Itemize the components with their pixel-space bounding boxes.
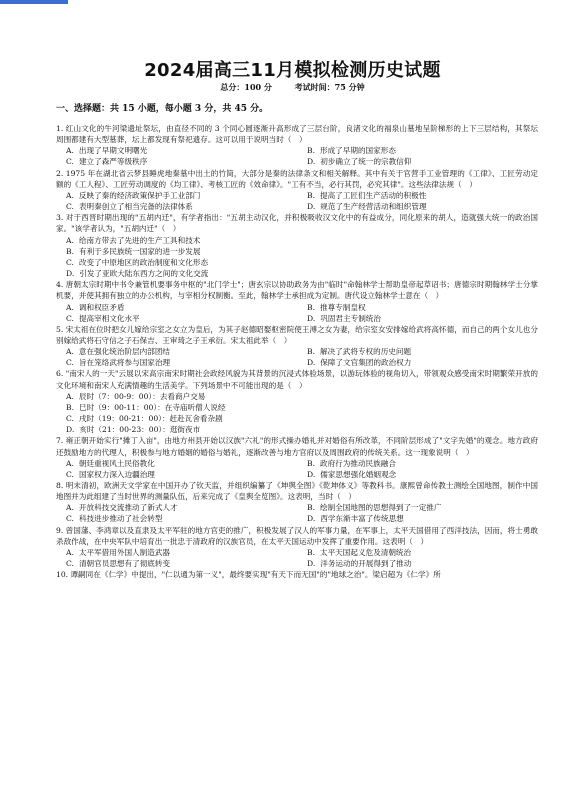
option-letter: C. (66, 157, 74, 167)
option (66, 246, 538, 257)
question-stem: 5. 宋太祖在位时把女儿嫁给宗室之女立为皇后，为其子赵德昭娶枢密院使王溥之女为妻，给宗室女安排嫁给武将高怀德，而自己的两个女儿也分别嫁给武将石守信之子石保吉、王审琦之子王承衍。宋太祖此举（ ） (56, 324, 538, 345)
question-stem: 3. 对于西晋时期出现的"五胡内迁"，有学者指出："五胡主动汉化，并积极吸收汉文化中的有益成分，同化原来的胡人，造就强大统一的政治国家。"该学者认为，"五胡内迁"（ ） (56, 213, 538, 234)
option (66, 302, 297, 313)
option-text: 洋务运动的开展得到了推动 (320, 559, 412, 569)
option (66, 547, 297, 558)
option-letter: B. (307, 503, 315, 513)
option-letter: B. (307, 547, 315, 557)
option-text: 辰时（7：00-9：00）：去看商户交易 (78, 391, 206, 401)
option (66, 257, 538, 268)
option-letter: C. (66, 358, 74, 368)
option-text: 初步确立了统一的宗教信仰 (320, 157, 412, 167)
option-letter: C. (66, 559, 74, 569)
option-text: 规范了生产经营活动和组织管理 (320, 202, 427, 212)
exam-meta (0, 82, 585, 93)
option (66, 313, 297, 324)
option-list (56, 391, 538, 436)
question-6 (56, 368, 538, 435)
option-letter: A. (66, 190, 74, 200)
option-text: 清朝官员思想有了彻底转变 (78, 559, 171, 569)
option-letter: B. (307, 190, 315, 200)
option (307, 313, 538, 324)
option-text: 科技进步推动了社会转型 (78, 514, 163, 524)
option-text: 开放科技交流推动了新式人才 (78, 503, 178, 513)
option-text: 巩固君主专制统治 (320, 313, 381, 323)
option (307, 156, 538, 167)
option-text: 解决了武将专权的历史问题 (320, 347, 412, 357)
exam-title: 2024届高三11月模拟检测历史试题 (144, 60, 441, 81)
option (66, 145, 297, 156)
question-stem: 6. "南宋人的一天"云展以宋高宗南宋时期社会政经风貌为其背景的沉浸式体验场景，以游玩体验的视角切入，带领观众感受南宋时期繁荣开放的文化环境和南宋人充满情趣的生活美学。下列场景中不可能出现的是（ ） (56, 369, 538, 390)
option-letter: C. (66, 313, 74, 323)
option-list (56, 302, 538, 324)
option-letter: C. (66, 202, 74, 212)
option (307, 469, 538, 480)
option (66, 413, 538, 424)
option-letter: C. (66, 469, 74, 479)
option-letter: A. (66, 503, 74, 513)
option-text: 提高了工匠们生产活动的积极性 (320, 190, 427, 200)
option-letter: C. (66, 414, 74, 424)
question-stem: 10. 谭嗣同在《仁学》中提出，"仁以通为第一义"，最终要实现"有天下而无国"的"地球之治"。梁启超为《仁学》所 (56, 570, 441, 580)
option-text: 给南方带去了先进的生产工具和技术 (78, 235, 201, 245)
option-text: 提高宰相文化水平 (78, 313, 140, 323)
option-list (56, 346, 538, 368)
option-list (56, 235, 538, 280)
option (307, 190, 538, 201)
option-list (56, 547, 538, 569)
option-text: 引发了亚欧大陆东西方之间的文化交流 (79, 269, 209, 279)
option-letter: B. (307, 347, 315, 357)
option (66, 458, 297, 469)
option-letter: A. (66, 391, 74, 401)
option-text: 旨在笼络武将参与国家治理 (78, 358, 171, 368)
question-stem: 9. 曾国藩、李鸿章以及直隶及太平军驻的地方官吏的推广，积极发展了汉人的军事力量，在军事上，太平天国借用了西洋技法，因而，将士勇敢杀敌作战，在中央军队中培育出一批忠于清政府的汉族官员，在太平天国运动中发挥了重要作用。这表明（ ） (56, 525, 538, 546)
option-letter: A. (66, 547, 74, 557)
option-text: 亥时（21：00-23：00）：逛街夜市 (79, 425, 201, 435)
question-stem: 2. 1975 年在湖北省云梦县睡虎地秦墓中出土的竹简，大部分是秦的法律条文和相关解释。其中有关于官营手工业管理的《工律》、工匠劳动定额的《工人程》、工匠劳动调度的《均工律》、考核工匠的《效命律》。"工有不当，必行其罚，必究其律"。这些法律法规（ ） (56, 168, 538, 189)
option-text: 推尊专制皇权 (320, 302, 366, 312)
option (66, 201, 297, 212)
option-text: 保障了文官集团的政治权力 (320, 358, 412, 368)
option (66, 156, 297, 167)
option-letter: C. (66, 514, 74, 524)
question-stem: 7. 雍正朝开始实行"摊丁入亩"，由地方州县开始以汉族"六礼"的形式操办婚礼并对婚俗有所改革，不同阶层形成了"文字先婚"的观念。地方政府还鼓励地方的代理人，积极参与地方婚姻的婚俗与婚礼，逐渐改善与地方官府以及周围政府的传统关系。这一现象说明（ ） (56, 436, 538, 457)
option (307, 502, 538, 513)
option-text: 太平军借用外国人制造武器 (78, 547, 171, 557)
option-text: 有利于多民族统一国家的进一步发展 (79, 246, 201, 256)
option-text: 西学东渐丰富了传统思想 (320, 514, 404, 524)
option-list (56, 458, 538, 480)
option-list (56, 502, 538, 524)
option-letter: D. (307, 514, 316, 524)
option (66, 469, 297, 480)
option-text: 形成了早期的国家形态 (320, 146, 396, 156)
option-list (56, 145, 538, 167)
option-letter: A. (66, 235, 74, 245)
option (66, 424, 538, 435)
option (307, 201, 538, 212)
option-text: 太平天国起义危及清朝统治 (320, 547, 412, 557)
option-text: 出现了早期文明曙光 (78, 146, 148, 156)
total-score: 总分：100 分 (220, 82, 272, 92)
option-letter: A. (66, 458, 74, 468)
option-letter: A. (66, 302, 74, 312)
question-stem: 1. 红山文化的牛河梁遗址祭坛，由直径不同的 3 个同心圆逐渐升高形成了三层台阶，良渚文化的福泉山墓地呈阶梯形的上下三层结构，其祭坛周围都建有大型墓葬，坛上都发现有祭祀遗存。这可以用于说明当时（ ） (56, 124, 538, 145)
question-9 (56, 525, 538, 570)
question-5 (56, 324, 538, 369)
question-10 (56, 569, 538, 580)
option (66, 235, 538, 246)
question-stem: 8. 明末清初，欧洲天文学家在中国开办了钦天监，并组织编纂了《坤舆全图》《乾坤体义》等教科书。康熙曾命传教士测绘全国地图，制作中国地图并为此组建了当时世界的测量队伍，后来完成了《皇舆全览图》。这表明，当时（ ） (56, 481, 538, 502)
question-1 (56, 123, 538, 168)
option (66, 357, 297, 368)
option-text: 调和权臣矛盾 (78, 302, 125, 312)
option-letter: B. (66, 402, 74, 412)
section-heading: 一、选择题：共 15 小题，每小题 3 分，共 45 分。 (56, 104, 269, 114)
question-4 (56, 279, 538, 324)
option-text: 国家权力深入边疆治理 (78, 469, 155, 479)
exam-time: 考试时间：75 分钟 (294, 82, 365, 92)
option-letter: B. (307, 302, 315, 312)
option (66, 268, 538, 279)
option-list (56, 190, 538, 212)
question-8 (56, 480, 538, 525)
option-text: 戌时（19：00-21：00）：赶赴瓦舍看杂剧 (78, 414, 223, 424)
option (307, 145, 538, 156)
question-list (56, 123, 538, 580)
option-letter: B. (66, 246, 74, 256)
question-3 (56, 212, 538, 279)
option (66, 502, 297, 513)
option-letter: D. (307, 469, 316, 479)
option (66, 190, 297, 201)
option-text: 反映了秦的经济政策保护手工业部门 (78, 190, 201, 200)
option-letter: D. (66, 425, 75, 435)
option (66, 346, 297, 357)
option (307, 558, 538, 569)
option-text: 建立了森严等级秩序 (78, 157, 148, 167)
question-7 (56, 435, 538, 480)
option (66, 402, 538, 413)
option-letter: D. (66, 269, 75, 279)
option-letter: D. (307, 358, 316, 368)
option-text: 绘制全国地图的思想得到了一定推广 (320, 503, 442, 513)
option-letter: A. (66, 347, 74, 357)
option-letter: B. (307, 458, 315, 468)
question-2 (56, 168, 538, 213)
option (66, 558, 297, 569)
option-letter: B. (307, 146, 315, 156)
option (307, 458, 538, 469)
option-text: 政府行为推动民族融合 (320, 458, 396, 468)
option-text: 朝廷重视风土民俗教化 (78, 458, 155, 468)
option (307, 547, 538, 558)
option-text: 巳时（9：00-11：00）：在寺庙听僧人说经 (79, 402, 226, 412)
option-letter: A. (66, 146, 74, 156)
option-letter: D. (307, 157, 316, 167)
option (66, 391, 538, 402)
option-letter: D. (307, 559, 316, 569)
option (307, 513, 538, 524)
option-letter: C. (66, 257, 74, 267)
option (307, 302, 538, 313)
option-text: 改变了中原地区的政治制度和文化形态 (78, 257, 209, 267)
option-text: 意在强化统治阶层内部团结 (78, 347, 171, 357)
option-text: 表明秦创立了相当完备的法律体系 (78, 202, 193, 212)
question-stem: 4. 唐朝太宗时期中书令兼管机要事务中枢的"北门学士"；唐玄宗以协助政务为由"临时"命翰林学士帮助皇帝起草诏书；唐德宗时期翰林学士分掌机要，并使其拥有独立的办公机构，与宰相分权制衡。至此，翰林学士承担成为定制。唐代设立翰林学士意在（ ） (56, 280, 538, 301)
option-letter: D. (307, 202, 316, 212)
option (66, 513, 297, 524)
option-text: 儒家思想强化婚姻观念 (320, 469, 397, 479)
option-letter: D. (307, 313, 316, 323)
option (307, 357, 538, 368)
corner-accent (0, 0, 68, 4)
option (307, 346, 538, 357)
